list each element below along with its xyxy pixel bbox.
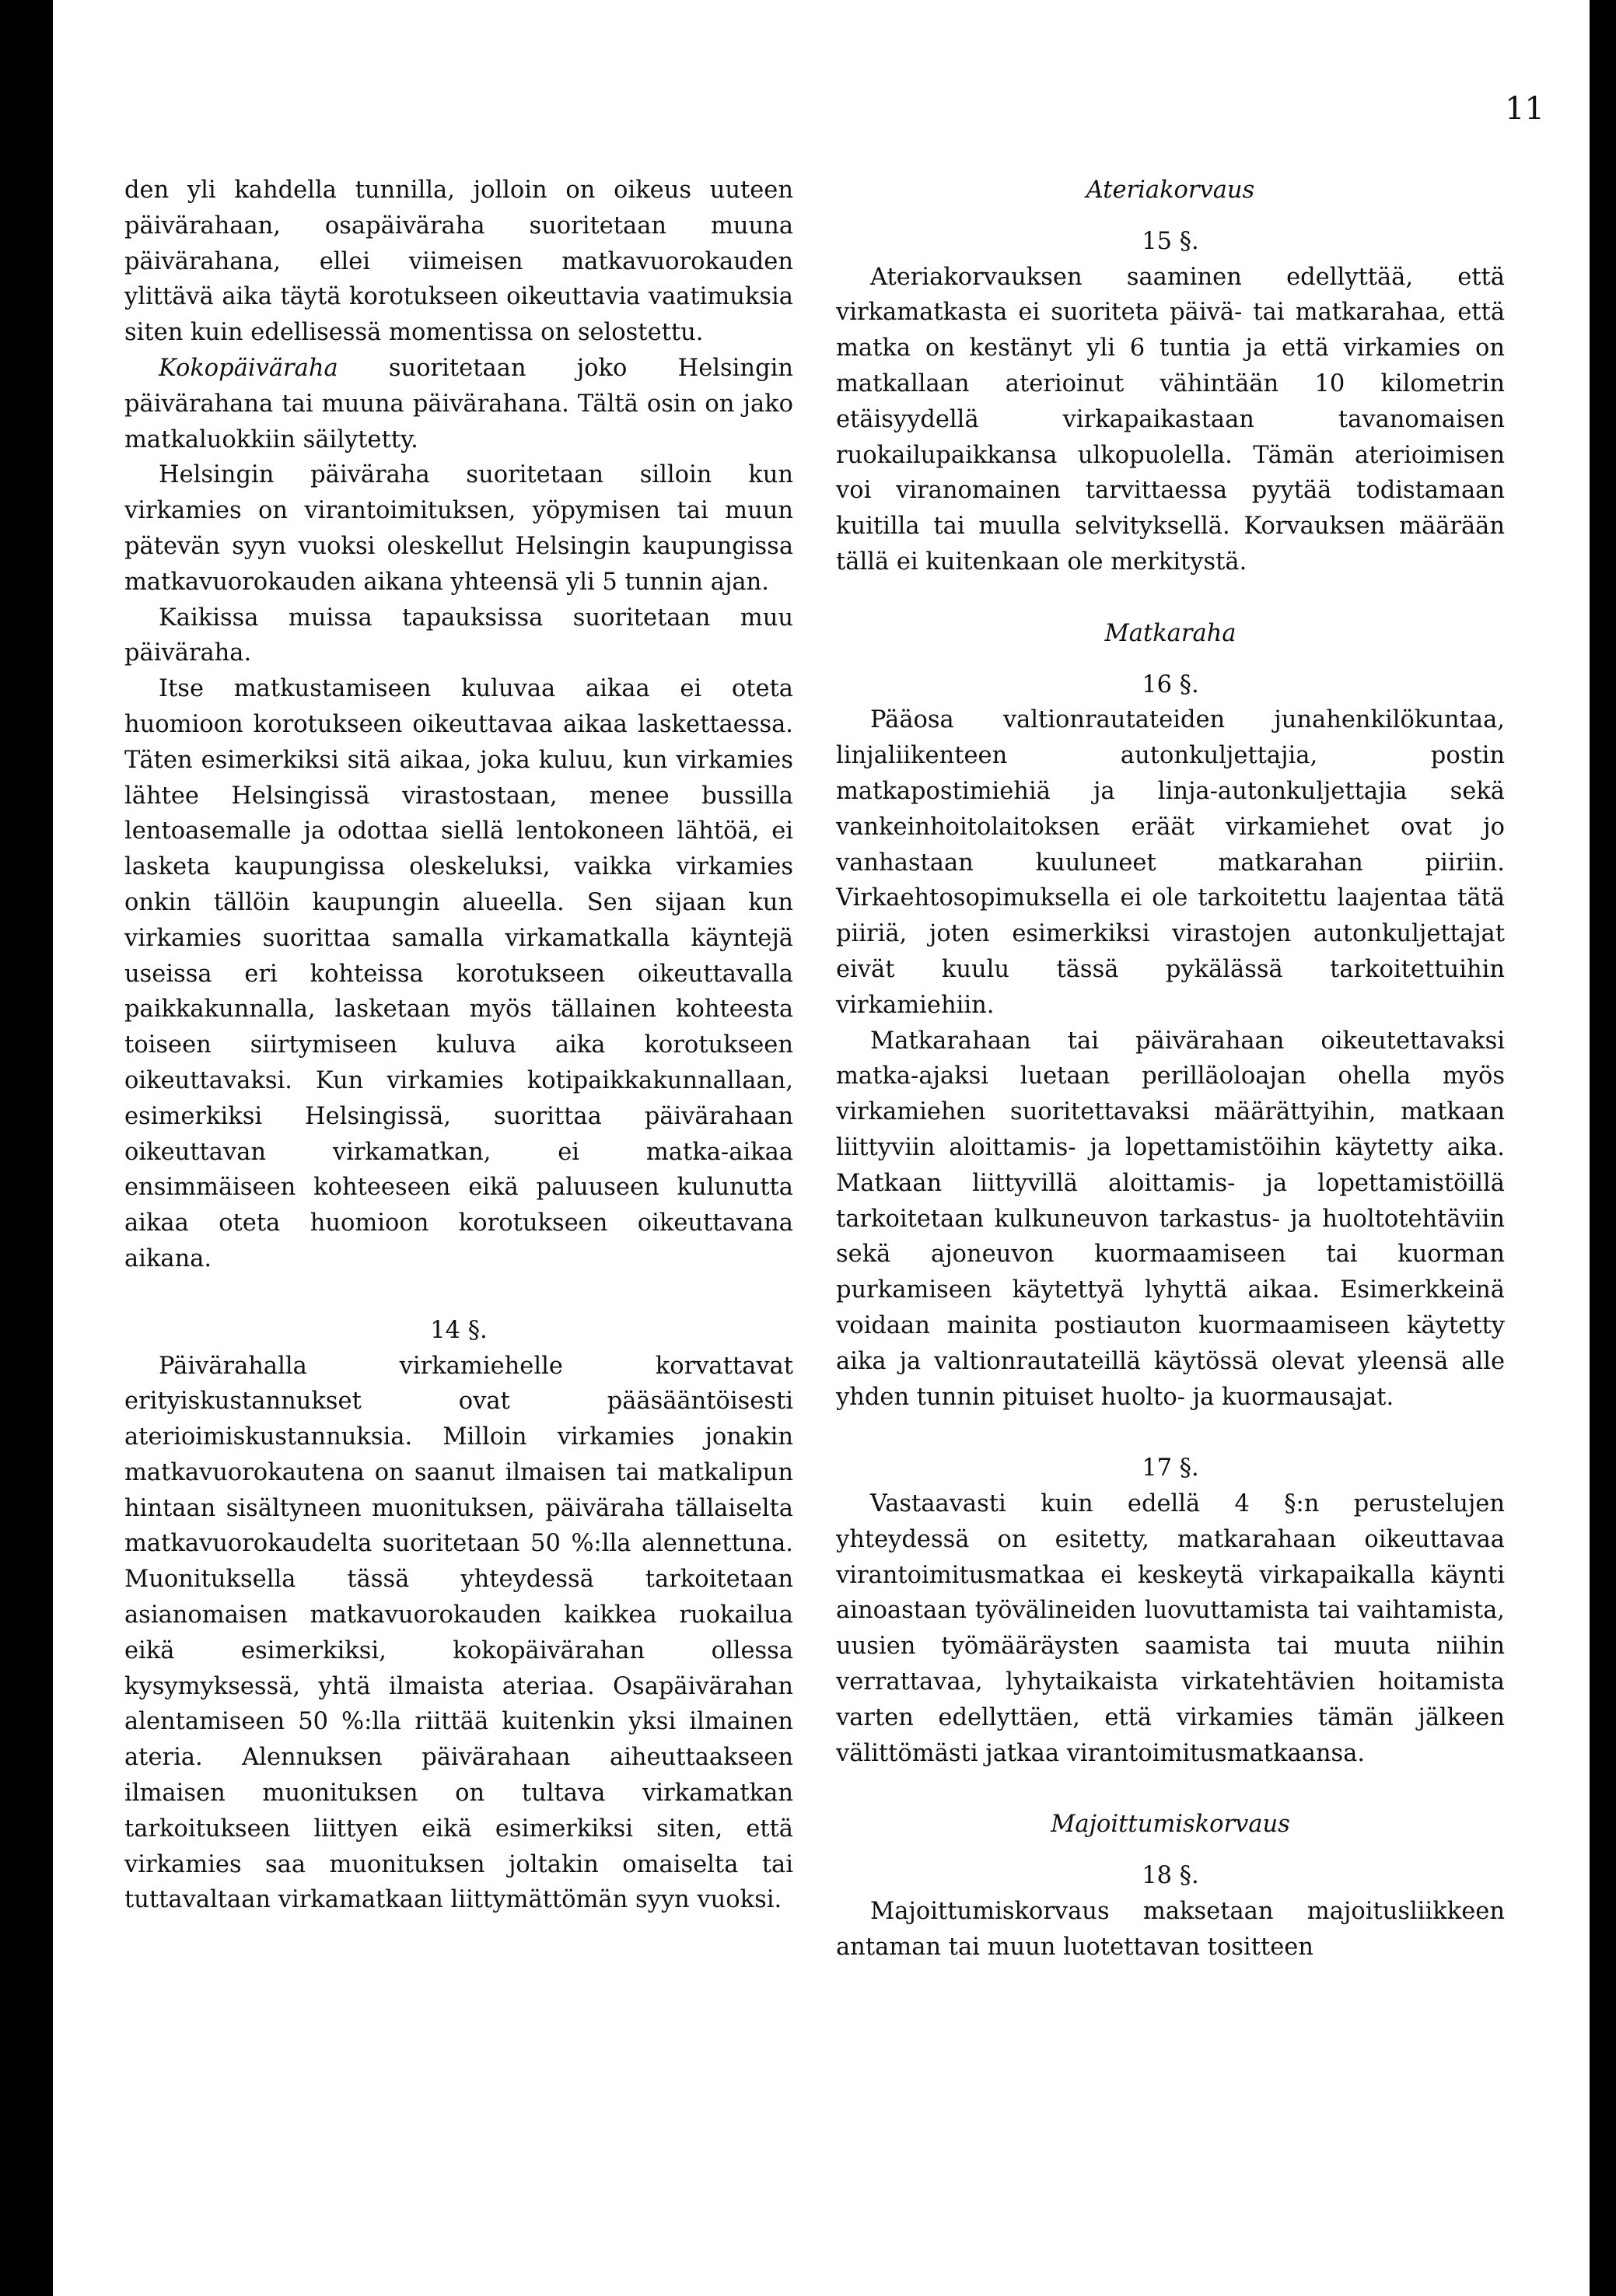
section-number: 18 §. bbox=[1142, 1862, 1199, 1890]
section-number: 16 §. bbox=[1142, 670, 1199, 698]
section-number: 17 §. bbox=[1142, 1454, 1199, 1482]
section-number: 14 §. bbox=[430, 1316, 488, 1344]
paragraph: Ateriakorvauksen saaminen edellyttää, että virkamatkasta ei suoriteta päivä- tai matkarahaa, että matka on kestänyt yli 6 tuntia ja että virkamies on matkallaan aterioinut vähintään 10 kilometrin etäisyydellä virkapaikastaan tavanomaisen ruokailupaikkansa ulkopuolella. Tämän aterioimisen voi viranomainen tarvittaessa pyytää todistamaan kuitilla tai muulla selvityksellä. Korvauksen määrään tällä ei kuitenkaan ole merkitystä. bbox=[836, 263, 1505, 576]
paragraph: Helsingin päiväraha suoritetaan silloin kun virkamies on virantoimituksen, yöpymisen tai muun pätevän syyn vuoksi oleskellut Helsingin kaupungissa matkavuorokauden aikana yhteensä yli 5 tunnin ajan. bbox=[124, 461, 793, 596]
paragraph: Itse matkustamiseen kuluvaa aikaa ei oteta huomioon korotukseen oikeuttavaa aikaa laskettaessa. Täten esimerkiksi sitä aikaa, joka kuluu, kun virkamies lähtee Helsingissä virastostaan, menee bussilla lentoasemalle ja odottaa siellä lentokoneen lähtöä, ei lasketa kaupungissa oleskeluksi, vaikka virkamies onkin tällöin kaupungin alueella. Sen sijaan kun virkamies suorittaa samalla virkamatkalla käyntejä useissa eri kohteissa korotukseen oikeuttavalla paikkakunnalla, lasketaan myös tällainen kohteesta toiseen siirtymiseen kuluva aika korotukseen oikeuttavaksi. Kun virkamies kotipaikkakunnallaan, esimerkiksi Helsingissä, suorittaa päivärahaan oikeuttavan virkamatkan, ei matka-aikaa ensimmäiseen kohteeseen eikä paluuseen kulunutta aikaa oteta huomioon korotukseen oikeuttavana aikana. bbox=[124, 675, 793, 1272]
section-heading: Majoittumiskorvaus bbox=[1051, 1811, 1290, 1839]
paragraph: Kaikissa muissa tapauksissa suoritetaan muu päiväraha. bbox=[124, 604, 793, 667]
paragraph: Matkarahaan tai päivärahaan oikeutettavaksi matka-ajaksi luetaan perilläoloajan ohella myös virkamiehen suoritettavaksi määrättyihin, matkaan liittyviin aloittamis- ja lopettamistöihin käytetty aika. Matkaan liittyvillä aloittamis- ja lopettamistöillä tarkoitetaan kulkuneuvon tarkastus- ja huoltotehtäviin sekä ajoneuvon kuormaamiseen tai kuorman purkamiseen käytettyä lyhyttä aikaa. Esimerkkeinä voidaan mainita postiauton kuormaamiseen käytetty aika ja valtionrautateillä käytössä olevat yleensä alle yhden tunnin pituiset huolto- ja kuormausajat. bbox=[836, 1027, 1505, 1411]
paragraph: Päivärahalla virkamiehelle korvattavat erityiskustannukset ovat pääsääntöisesti aterioimiskustannuksia. Milloin virkamies jonakin matkavuorokautena on saanut ilmaisen tai matkalipun hintaan sisältyneen muonituksen, päiväraha tällaiselta matkavuorokaudelta suoritetaan 50 %:lla alennettuna. Muonituksella tässä yhteydessä tarkoitetaan asianomaisen matkavuorokauden kaikkea ruokailua eikä esimerkiksi, kokopäivärahan ollessa kysymyksessä, yhtä ilmaista ateriaa. Osapäivärahan alentamiseen 50 %:lla riittää kuitenkin yksi ilmainen ateria. Alennuksen päivärahaan aiheuttaakseen ilmaisen muonituksen on tultava virkamatkan tarkoitukseen liittyen eikä esimerkiksi siten, että virkamies saa muonituksen joltakin omaiselta tai tuttavaltaan virkamatkaan liittymättömän syyn vuoksi. bbox=[124, 1352, 793, 1914]
emphasis-term: Kokopäiväraha bbox=[159, 354, 338, 382]
left-column bbox=[124, 173, 793, 1918]
section-number: 15 §. bbox=[1142, 227, 1199, 255]
section-heading: Ateriakorvaus bbox=[1086, 177, 1255, 204]
paragraph-text: suoritetaan joko Helsingin päivärahana tai muuna päivärahana. Tältä osin on jako matkaluokkiin säilytetty. bbox=[124, 354, 793, 453]
paragraph bbox=[124, 351, 793, 457]
paragraph: Vastaavasti kuin edellä 4 §:n perustelujen yhteydessä on esitetty, matkarahaan oikeuttavaa virantoimitusmatkaa ei keskeytä virkapaikalla käynti ainoastaan työvälineiden luovuttamista tai vaihtamista, uusien työmääräysten saamista tai muuta niihin verrattavaa, lyhytaikaista virkatehtävien hoitamista varten edellyttäen, että virkamies tämän jälkeen välittömästi jatkaa virantoimitusmatkaansa. bbox=[836, 1490, 1505, 1767]
right-column bbox=[836, 173, 1505, 1965]
paragraph: Majoittumiskorvaus maksetaan majoitusliikkeen antaman tai muun luotettavan tositteen bbox=[836, 1898, 1505, 1961]
paragraph: den yli kahdella tunnilla, jolloin on oikeus uuteen päivärahaan, osapäiväraha suoritetaan muuna päivärahana, ellei viimeisen matkavuorokauden ylittävä aika täytä korotukseen oikeuttavia vaatimuksia siten kuin edellisessä momentissa on selostettu. bbox=[124, 177, 793, 347]
paragraph: Pääosa valtionrautateiden junahenkilökuntaa, linjaliikenteen autonkuljettajia, postin matkapostimiehiä ja linja-autonkuljettajia sekä vankeinhoitolaitoksen eräät virkamiehet ovat jo vanhastaan kuuluneet matkarahan piiriin. Virkaehtosopimuksella ei ole tarkoitettu laajentaa tätä piiriä, joten esimerkiksi virastojen autonkuljettajat eivät kuulu tässä pykälässä tarkoitettuihin virkamiehiin. bbox=[836, 706, 1505, 1019]
document-page bbox=[53, 0, 1590, 2296]
section-heading: Matkaraha bbox=[1104, 619, 1236, 647]
page-number: 11 bbox=[1505, 91, 1544, 127]
